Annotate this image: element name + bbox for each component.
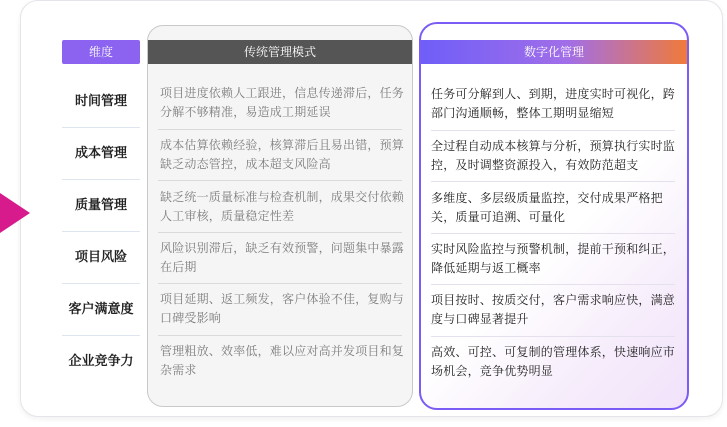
- traditional-row-competitiveness: 管理粗放、效率低，难以应对高并发项目和复杂需求: [160, 344, 405, 377]
- traditional-panel: [147, 25, 413, 407]
- dimension-risk: 项目风险: [62, 232, 140, 284]
- traditional-row-quality: 缺乏统一质量标准与检查机制，成果交付依赖人工审核，质量稳定性差: [160, 190, 405, 223]
- row-divider: [158, 129, 402, 130]
- row-divider: [431, 284, 675, 285]
- digital-panel: [419, 22, 689, 410]
- dimension-time: 时间管理: [62, 76, 140, 128]
- digital-row-satisfaction: 项目按时、按质交付，客户需求响应快，满意度与口碑显著提升: [431, 293, 676, 326]
- row-divider: [158, 232, 402, 233]
- row-divider: [431, 130, 675, 131]
- dimension-competitiveness: 企业竞争力: [68, 354, 134, 369]
- traditional-row-cost: 成本估算依赖经验，核算滞后且易出错，预算缺乏动态管控，成本超支风险高: [160, 138, 405, 171]
- row-divider: [158, 283, 402, 284]
- digital-header: 数字化管理: [421, 40, 687, 64]
- traditional-header: 传统管理模式: [148, 40, 412, 64]
- row-divider: [431, 181, 675, 182]
- digital-row-time: 任务可分解到人、到期，进度实时可视化，跨部门沟通顺畅，整体工期明显缩短: [431, 87, 676, 120]
- row-divider: [431, 233, 675, 234]
- row-divider: [431, 336, 675, 337]
- row-divider: [158, 180, 402, 181]
- digital-row-competitiveness: 高效、可控、可复制的管理体系，快速响应市场机会，竞争优势明显: [431, 345, 676, 378]
- traditional-row-risk: 风险识别滞后，缺乏有效预警，问题集中暴露在后期: [160, 241, 405, 274]
- dimension-column: [62, 40, 140, 387]
- digital-row-quality: 多维度、多层级质量监控，交付成果严格把关，质量可追溯、可量化: [431, 191, 663, 224]
- digital-row-risk: 实时风险监控与预警机制，提前干预和纠正，降低延期与返工概率: [431, 242, 676, 275]
- traditional-row-satisfaction: 项目延期、返工频发，客户体验不佳，复购与口碑受影响: [160, 292, 405, 325]
- dimension-cost: 成本管理: [62, 128, 140, 180]
- dimension-header: 维度: [62, 40, 140, 64]
- digital-row-cost: 全过程自动成本核算与分析，预算执行实时监控，及时调整资源投入，有效防范超支: [431, 139, 676, 172]
- dimension-satisfaction: 客户满意度: [62, 284, 140, 336]
- arrow-right-icon: [0, 193, 30, 233]
- row-divider: [158, 335, 402, 336]
- traditional-row-time: 项目进度依赖人工跟进，信息传递滞后，任务分解不够精准，易造成工期延误: [160, 86, 405, 119]
- dimension-quality: 质量管理: [62, 180, 140, 232]
